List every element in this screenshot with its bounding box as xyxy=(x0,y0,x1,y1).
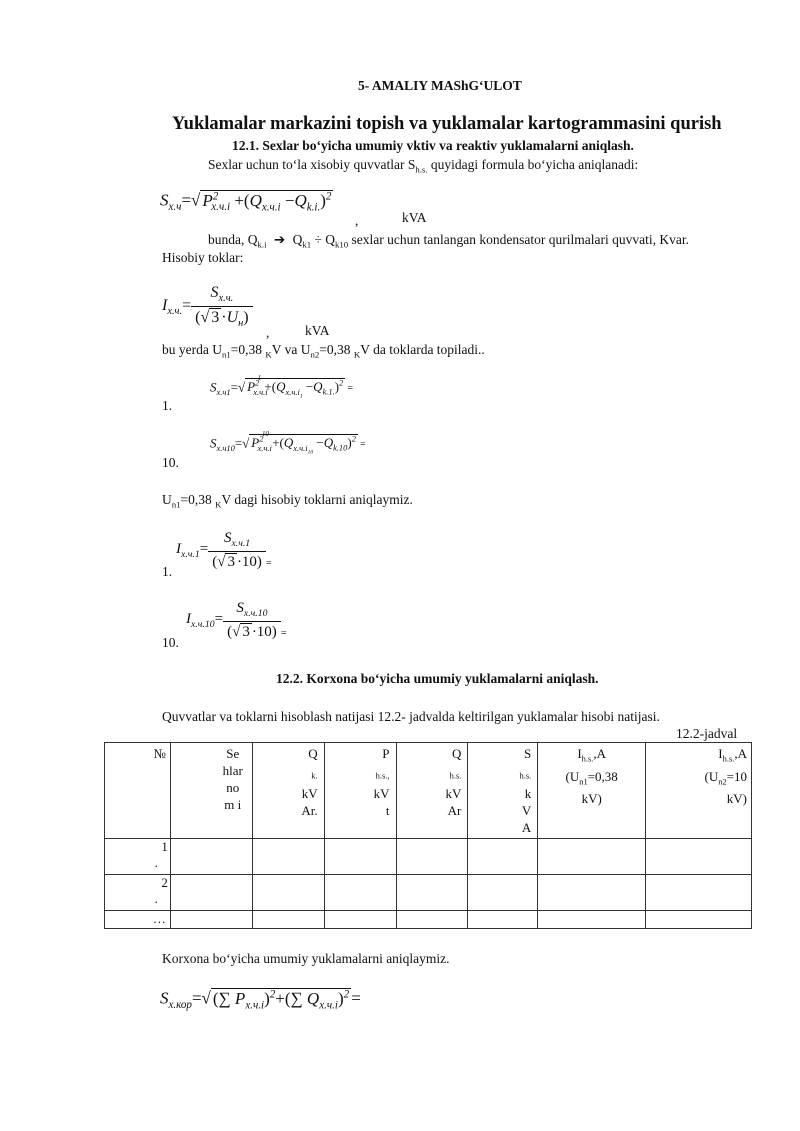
table-cell xyxy=(468,838,538,874)
item-10-number: 10. xyxy=(162,455,179,470)
table-row xyxy=(105,910,752,928)
table-caption: 12.2-jadval xyxy=(676,726,738,741)
formula-1-comma: , xyxy=(355,213,359,228)
table-cell xyxy=(468,874,538,910)
table-cell xyxy=(646,838,752,874)
table-cell xyxy=(252,874,324,910)
table-cell: 2 . xyxy=(105,874,171,910)
th-qhs: Q $_{h.s.}$ kV Ar xyxy=(396,743,468,839)
formula-s-1: $S_{x.ч1}=√$ $P^2_{x.ч.i}^1 +(Q_{x.ч.i_1} -Q_{k.1.})^2=$ xyxy=(210,374,353,400)
table-cell xyxy=(170,910,252,928)
hisobiy-toklar-label: Hisobiy toklar: xyxy=(162,250,244,265)
table-cell xyxy=(324,910,396,928)
bunda-text: bunda, $Q_{k.i}$ ➔ $Q_{k1} \div Q_{k10}$ sexlar uchun tanlangan kondensator qurilmalari quvvati, Kvar. xyxy=(208,232,689,250)
current-item-1-number: 1. xyxy=(162,564,173,579)
th-ihs-038: $I_{h.s.},A$ ($U_{n1}=0,38$ kV) xyxy=(538,743,646,839)
formula-full-power: $S_{x.ч}=√$ $P^2_{x.ч.i} +(Q_{x.ч.i} -Q_{k.i.})^2$ xyxy=(160,190,332,214)
item-1-number: 1. xyxy=(162,398,173,413)
results-table xyxy=(104,742,752,929)
formula-current: $I_{x.ч.}=$ $\frac{S_{x.ч.}}{(√ 3 \cdot U_н)}$ xyxy=(162,284,253,329)
table-cell xyxy=(324,874,396,910)
table-row xyxy=(105,874,752,910)
table-cell xyxy=(538,910,646,928)
table-cell xyxy=(396,874,468,910)
formula-1-unit: kVA xyxy=(402,210,427,225)
intro-text: Sexlar uchun to‘la xisobiy quvvatlar $S_{h.s.}$ quyidagi formula bo‘yicha aniqlanadi: xyxy=(208,157,639,175)
table-cell xyxy=(468,910,538,928)
table-cell xyxy=(646,874,752,910)
th-qk: Q $_{k.}$ kV Ar. xyxy=(252,743,324,839)
th-phs: P $_{h.s.,}$ kV t xyxy=(324,743,396,839)
table-cell xyxy=(170,838,252,874)
table-cell xyxy=(396,910,468,928)
table-cell xyxy=(538,874,646,910)
voltage-note: bu yerda $U_{n1}=0,38$ $_K$V va $U_{n2}=0,38$ $_K$V da toklarda topiladi.. xyxy=(162,342,485,360)
th-number: № xyxy=(105,743,171,839)
formula-2-comma: , xyxy=(266,325,270,340)
th-shs: S $_{h.s.}$ k V A xyxy=(468,743,538,839)
table-cell xyxy=(252,910,324,928)
table-cell xyxy=(538,838,646,874)
table-cell: 1 . xyxy=(105,838,171,874)
section-2-heading: 12.2. Korxona bo‘yicha umumiy yuklamalarni aniqlash. xyxy=(276,671,599,686)
page-title: Yuklamalar markazini topish va yuklamalar kartogrammasini qurish xyxy=(172,114,722,134)
un1-currents-text: $U_{n1}=0,38$ $_K$V dagi hisobiy toklarni aniqlaymiz. xyxy=(162,492,413,510)
formula-total: $S_{x.кор}=√$ (∑ $P_{x.ч.i})^2+(\sum$ $Q_{x.ч.i})^2$ = xyxy=(160,988,361,1012)
lesson-heading: 5- AMALIY MAShG‘ULOT xyxy=(358,78,522,93)
table-header-row xyxy=(105,743,752,839)
formula-i-10: $I_{x.ч.10}=$ $\frac{S_{x.ч.10}}{(√ 3 \cdot 10)}$ $_=$ xyxy=(186,600,287,640)
table-cell xyxy=(252,838,324,874)
table-cell xyxy=(646,910,752,928)
th-sex-name: Se hlar nom i xyxy=(170,743,252,839)
table-cell xyxy=(324,838,396,874)
formula-i-1: $I_{x.ч.1}=$ $\frac{S_{x.ч.1}}{(√ 3 \cdot 10)}$ $_=$ xyxy=(176,530,272,570)
current-item-10-number: 10. xyxy=(162,635,179,650)
table-cell: … xyxy=(105,910,171,928)
arrow-right-icon: ➔ xyxy=(273,232,286,247)
section-1-heading: 12.1. Sexlar bo‘yicha umumiy vktiv va reaktiv yuklamalarni aniqlash. xyxy=(232,138,634,153)
table-cell xyxy=(396,838,468,874)
th-ihs-10: $I_{h.s.},A$ ($U_{n2}=10$ kV) xyxy=(646,743,752,839)
total-text: Korxona bo‘yicha umumiy yuklamalarni aniqlaymiz. xyxy=(162,951,450,966)
formula-2-unit: kVA xyxy=(305,323,330,338)
table-cell xyxy=(170,874,252,910)
table-row xyxy=(105,838,752,874)
result-text: Quvvatlar va toklarni hisoblash natijasi 12.2- jadvalda keltirilgan yuklamalar hisobi natijasi. xyxy=(162,709,660,724)
formula-s-10: $S_{x.ч10}=√$ $P^2_{x.ч.i}^{10} +(Q_{x.ч.i_{10}} -Q_{k.10})^2=$ xyxy=(210,430,366,456)
